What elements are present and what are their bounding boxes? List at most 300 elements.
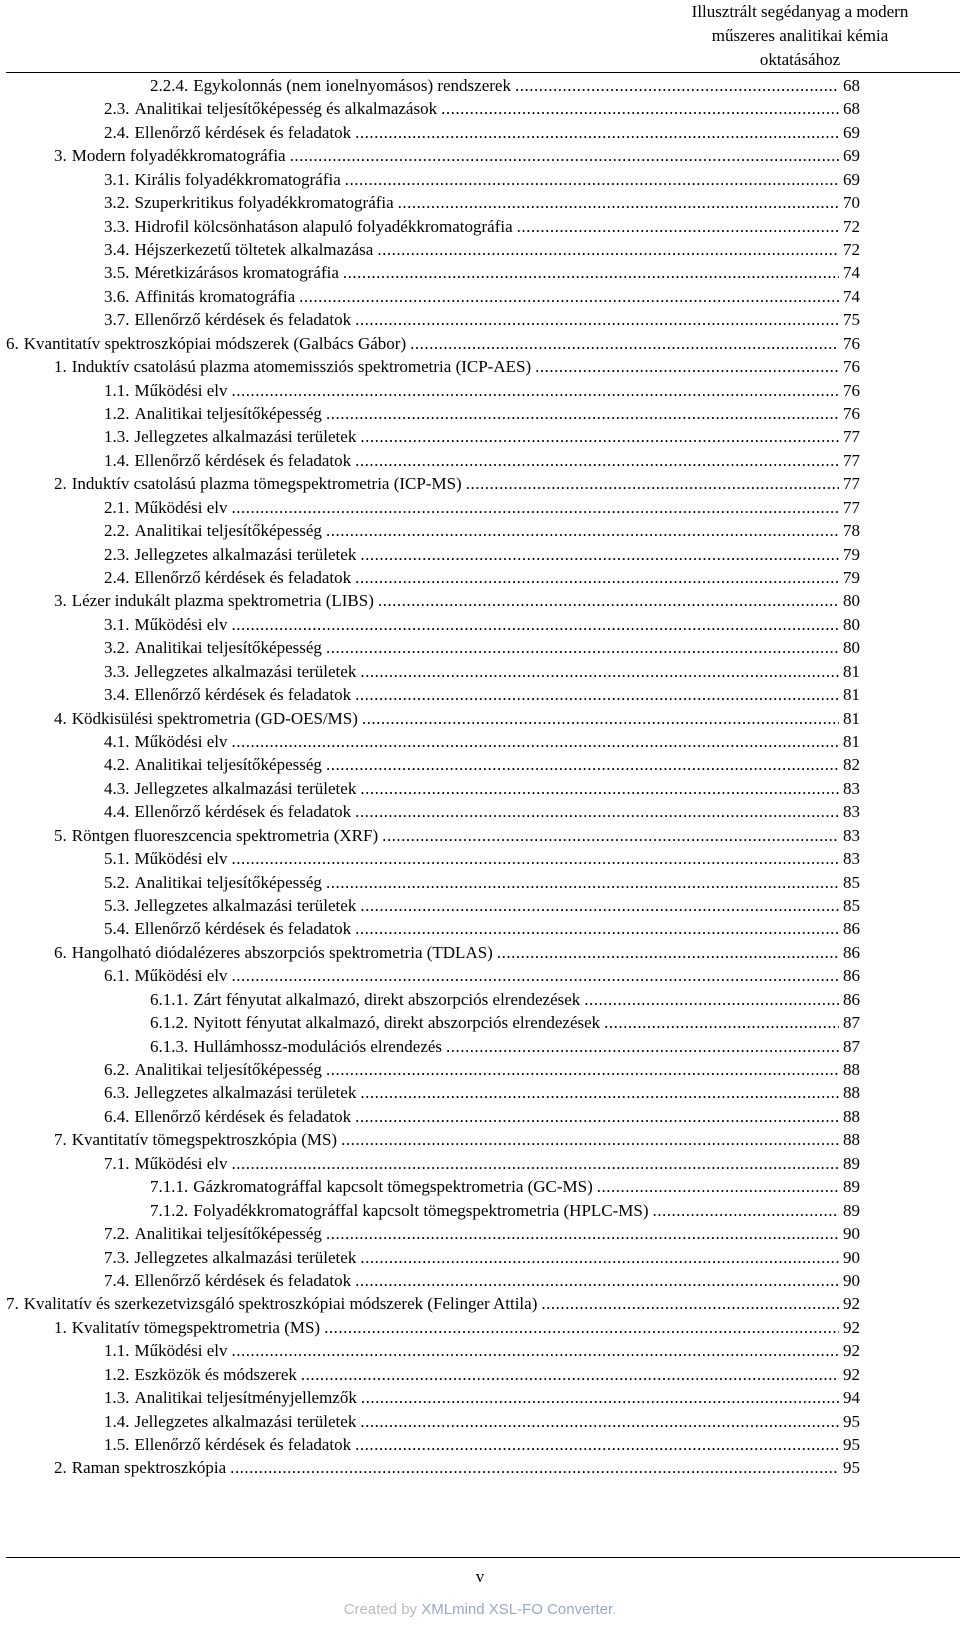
toc-entry-title: Affinitás kromatográfia	[134, 286, 296, 306]
toc-entry-page: 79	[843, 568, 860, 588]
toc-entry-page: 88	[843, 1060, 860, 1080]
toc-entry-title: Röntgen fluoreszcencia spektrometria (XRF)	[71, 825, 379, 845]
toc-entry-number: 1.	[54, 1317, 67, 1337]
toc-entry-page: 86	[843, 989, 860, 1009]
toc-entry-page: 81	[843, 661, 860, 681]
header-line: oktatásához	[759, 50, 841, 69]
toc-entry-title: Analitikai teljesítőképesség	[134, 755, 322, 775]
toc-dot-leader	[446, 1035, 839, 1059]
toc-entry-title: Analitikai teljesítőképesség	[134, 1060, 322, 1080]
toc-dot-leader	[232, 964, 839, 988]
toc-entry-title: Működési elv	[134, 732, 228, 752]
toc-entry[interactable]	[54, 1456, 860, 1480]
toc-entry-title: Ellenőrző kérdések és feladatok	[134, 122, 352, 142]
toc-entry-page: 95	[843, 1458, 860, 1478]
page-number: v	[475, 1567, 485, 1586]
toc-entry-number: 1.1.	[104, 380, 130, 400]
credit-brand-link[interactable]: XMLmind XSL-FO Converter	[421, 1601, 613, 1618]
toc-entry-page: 69	[843, 122, 860, 142]
toc-entry-number: 1.1.	[104, 1341, 130, 1361]
toc-entry[interactable]	[150, 1035, 860, 1059]
toc-entry[interactable]	[104, 543, 860, 567]
toc-dot-leader	[355, 1269, 839, 1293]
toc-entry-number: 4.4.	[104, 802, 130, 822]
toc-entry[interactable]	[104, 800, 860, 824]
toc-dot-leader	[326, 402, 839, 426]
toc-dot-leader	[360, 1410, 839, 1434]
toc-entry[interactable]	[104, 777, 860, 801]
toc-dot-leader	[355, 566, 839, 590]
toc-entry-title: Kvalitatív és szerkezetvizsgáló spektroszkópiai módszerek (Felinger Attila)	[23, 1294, 538, 1314]
toc-entry-title: Lézer indukált plazma spektrometria (LIBS)	[71, 591, 374, 611]
toc-dot-leader	[441, 97, 839, 121]
toc-entry[interactable]	[54, 1316, 860, 1340]
toc-entry-title: Analitikai teljesítőképesség	[134, 872, 322, 892]
toc-entry-title: Nyitott fényutat alkalmazó, direkt abszorpciós elrendezések	[193, 1013, 601, 1033]
toc-entry[interactable]	[104, 519, 860, 543]
toc-entry-page: 72	[843, 216, 860, 236]
toc-dot-leader	[355, 1433, 839, 1457]
toc-entry[interactable]	[104, 1152, 860, 1176]
toc-entry-page: 76	[843, 357, 860, 377]
toc-entry-page: 83	[843, 849, 860, 869]
toc-entry-page: 76	[843, 380, 860, 400]
toc-dot-leader	[232, 847, 839, 871]
toc-entry-page: 80	[843, 614, 860, 634]
toc-entry-number: 4.2.	[104, 755, 130, 775]
toc-dot-leader	[604, 1011, 839, 1035]
toc-entry-page: 68	[843, 76, 860, 95]
toc-dot-leader	[584, 988, 839, 1012]
toc-entry-number: 6.3.	[104, 1083, 130, 1103]
toc-entry-title: Jellegzetes alkalmazási területek	[134, 1083, 357, 1103]
toc-entry-number: 5.1.	[104, 849, 130, 869]
toc-entry-title: Működési elv	[134, 1153, 228, 1173]
toc-entry-page: 77	[843, 450, 860, 470]
toc-entry-title: Zárt fényutat alkalmazó, direkt abszorpciós elrendezések	[193, 989, 581, 1009]
toc-entry-page: 72	[843, 240, 860, 259]
toc-entry-page: 82	[843, 755, 860, 775]
toc-entry-page: 83	[843, 825, 860, 845]
toc-entry[interactable]	[104, 847, 860, 871]
toc-dot-leader	[326, 1222, 839, 1246]
toc-entry-number: 3.2.	[104, 638, 130, 658]
toc-entry-title: Egykolonnás (nem ionelnyomásos) rendszerek	[193, 76, 511, 95]
toc-entry-title: Kvantitatív spektroszkópiai módszerek (Galbács Gábor)	[23, 333, 407, 353]
toc-entry-number: 5.	[54, 825, 67, 845]
toc-entry-number: 2.1.	[104, 497, 130, 517]
toc-entry-number: 1.4.	[104, 1411, 130, 1431]
toc-entry-page: 88	[843, 1083, 860, 1103]
toc-entry-title: Szuperkritikus folyadékkromatográfia	[134, 193, 394, 213]
toc-dot-leader	[345, 168, 839, 192]
toc-entry-page: 94	[843, 1388, 860, 1408]
toc-entry-number: 4.1.	[104, 732, 130, 752]
toc-dot-leader	[232, 496, 839, 520]
toc-entry-number: 1.5.	[104, 1434, 130, 1454]
toc-entry[interactable]	[150, 1199, 860, 1223]
toc-entry[interactable]	[104, 1433, 860, 1457]
toc-entry[interactable]	[104, 1058, 860, 1082]
toc-entry-page: 85	[843, 872, 860, 892]
toc-entry[interactable]	[104, 683, 860, 707]
toc-entry-number: 6.	[6, 333, 19, 353]
toc-entry-title: Ellenőrző kérdések és feladatok	[134, 1106, 352, 1126]
toc-entry[interactable]	[104, 1386, 860, 1410]
toc-entry-title: Analitikai teljesítményjellemzők	[134, 1388, 357, 1408]
toc-entry-number: 6.1.	[104, 966, 130, 986]
toc-entry-title: Modern folyadékkromatográfia	[71, 146, 286, 166]
toc-entry-page: 90	[843, 1224, 860, 1244]
toc-entry-page: 89	[843, 1177, 860, 1197]
toc-dot-leader	[355, 449, 839, 473]
toc-entry-number: 5.4.	[104, 919, 130, 939]
toc-entry-title: Hullámhossz-modulációs elrendezés	[193, 1036, 443, 1056]
toc-entry[interactable]	[104, 402, 860, 426]
toc-entry[interactable]	[104, 613, 860, 637]
toc-dot-leader	[326, 519, 839, 543]
toc-entry-title: Ellenőrző kérdések és feladatok	[134, 310, 352, 330]
toc-dot-leader	[517, 215, 839, 239]
toc-entry-title: Jellegzetes alkalmazási területek	[134, 544, 357, 564]
toc-entry[interactable]	[104, 917, 860, 941]
toc-entry[interactable]	[104, 566, 860, 590]
toc-entry-title: Ellenőrző kérdések és feladatok	[134, 685, 352, 705]
toc-entry-page: 92	[843, 1294, 860, 1314]
toc-entry[interactable]	[104, 285, 860, 309]
toc-entry[interactable]	[104, 168, 860, 192]
toc-dot-leader	[360, 543, 839, 567]
toc-entry[interactable]	[104, 1410, 860, 1434]
toc-entry-title: Héjszerkezetű töltetek alkalmazása	[134, 240, 374, 259]
toc-entry-number: 2.4.	[104, 568, 130, 588]
toc-entry[interactable]	[54, 1128, 860, 1152]
toc-dot-leader	[232, 730, 839, 754]
toc-dot-leader	[355, 917, 839, 941]
toc-dot-leader	[232, 379, 839, 403]
toc-entry[interactable]	[104, 97, 860, 121]
toc-entry-number: 6.4.	[104, 1106, 130, 1126]
toc-entry[interactable]	[104, 730, 860, 754]
header-rule	[6, 72, 960, 73]
toc-dot-leader	[360, 894, 839, 918]
toc-dot-leader	[341, 1128, 839, 1152]
toc-entry-page: 78	[843, 521, 860, 541]
toc-entry-page: 76	[843, 404, 860, 424]
toc-entry-page: 92	[843, 1341, 860, 1361]
toc-entry-number: 2.2.4.	[150, 76, 189, 95]
toc-entry[interactable]	[104, 1105, 860, 1129]
toc-dot-leader	[497, 941, 839, 965]
toc-entry-page: 80	[843, 591, 860, 611]
toc-entry-title: Hangolható diódalézeres abszorpciós spektrometria (TDLAS)	[71, 942, 493, 962]
toc-entry-page: 75	[843, 310, 860, 330]
toc-entry-page: 90	[843, 1247, 860, 1267]
toc-entry-number: 7.	[6, 1294, 19, 1314]
toc-entry-page: 69	[843, 146, 860, 166]
toc-entry-title: Gázkromatográffal kapcsolt tömegspektrometria (GC-MS)	[193, 1177, 593, 1197]
toc-dot-leader	[290, 144, 839, 168]
toc-entry[interactable]	[104, 871, 860, 895]
toc-entry-number: 6.1.2.	[150, 1013, 189, 1033]
toc-entry-number: 2.2.	[104, 521, 130, 541]
toc-entry-number: 3.5.	[104, 263, 130, 283]
toc-entry-page: 89	[843, 1200, 860, 1220]
toc-entry-page: 77	[843, 427, 860, 447]
toc-dot-leader	[232, 1339, 839, 1363]
toc-entry[interactable]	[104, 496, 860, 520]
toc-dot-leader	[355, 683, 839, 707]
toc-entry[interactable]	[104, 636, 860, 660]
toc-entry[interactable]	[104, 449, 860, 473]
toc-dot-leader	[324, 1316, 839, 1340]
toc-entry-page: 74	[843, 286, 860, 306]
toc-entry[interactable]	[6, 1292, 860, 1316]
toc-entry-page: 76	[843, 333, 860, 353]
toc-dot-leader	[343, 261, 839, 285]
toc-dot-leader	[355, 308, 839, 332]
toc-entry[interactable]	[54, 941, 860, 965]
toc-entry[interactable]	[104, 308, 860, 332]
toc-entry-title: Induktív csatolású plazma atomemissziós spektrometria (ICP-AES)	[71, 357, 532, 377]
toc-entry[interactable]	[54, 472, 860, 496]
toc-entry-page: 88	[843, 1106, 860, 1126]
credit-prefix: Created by	[343, 1601, 422, 1618]
toc-entry-page: 92	[843, 1317, 860, 1337]
toc-entry-page: 68	[843, 99, 860, 119]
toc-entry[interactable]	[104, 1339, 860, 1363]
toc-dot-leader	[378, 589, 839, 613]
toc-dot-leader	[232, 613, 839, 637]
toc-entry[interactable]	[104, 894, 860, 918]
toc-entry-number: 7.3.	[104, 1247, 130, 1267]
toc-entry[interactable]	[104, 121, 860, 145]
toc-entry-number: 1.2.	[104, 1364, 130, 1384]
toc-entry-page: 81	[843, 685, 860, 705]
toc-entry-number: 7.4.	[104, 1270, 130, 1290]
toc-entry-page: 86	[843, 919, 860, 939]
toc-entry-number: 2.	[54, 1458, 67, 1478]
toc-entry-title: Hidrofil kölcsönhatáson alapuló folyadékkromatográfia	[134, 216, 513, 236]
toc-dot-leader	[377, 238, 839, 262]
toc-entry-title: Ellenőrző kérdések és feladatok	[134, 1434, 352, 1454]
toc-entry-title: Jellegzetes alkalmazási területek	[134, 896, 357, 916]
toc-entry-page: 77	[843, 474, 860, 494]
toc-entry-title: Ködkisülési spektrometria (GD-OES/MS)	[71, 708, 358, 728]
toc-entry[interactable]	[104, 1269, 860, 1293]
toc-entry-number: 7.1.1.	[150, 1177, 189, 1197]
toc-entry[interactable]	[104, 191, 860, 215]
toc-entry[interactable]	[6, 332, 860, 356]
toc-entry[interactable]	[150, 1011, 860, 1035]
toc-entry[interactable]	[104, 1246, 860, 1270]
toc-entry-number: 3.4.	[104, 240, 130, 259]
toc-entry-page: 69	[843, 169, 860, 189]
toc-entry-title: Ellenőrző kérdések és feladatok	[134, 568, 352, 588]
toc-entry-number: 7.	[54, 1130, 67, 1150]
toc-dot-leader	[232, 1152, 839, 1176]
toc-entry-number: 7.1.	[104, 1153, 130, 1173]
toc-entry-page: 92	[843, 1364, 860, 1384]
toc-entry-number: 4.	[54, 708, 67, 728]
toc-entry-title: Raman spektroszkópia	[71, 1458, 227, 1478]
toc-entry-title: Jellegzetes alkalmazási területek	[134, 1411, 357, 1431]
toc-entry-number: 4.3.	[104, 778, 130, 798]
toc-entry-page: 83	[843, 802, 860, 822]
header-line: műszeres analitikai kémia	[711, 26, 889, 45]
toc-dot-leader	[326, 636, 839, 660]
toc-entry-title: Ellenőrző kérdések és feladatok	[134, 1270, 352, 1290]
toc-entry-page: 70	[843, 193, 860, 213]
toc-dot-leader	[360, 1081, 839, 1105]
toc-dot-leader	[360, 660, 839, 684]
toc-entry[interactable]	[104, 261, 860, 285]
toc-entry[interactable]	[150, 988, 860, 1012]
toc-entry-page: 87	[843, 1013, 860, 1033]
toc-entry-title: Működési elv	[134, 966, 228, 986]
toc-entry-title: Működési elv	[134, 1341, 228, 1361]
toc-dot-leader	[398, 191, 839, 215]
toc-entry-title: Jellegzetes alkalmazási területek	[134, 778, 357, 798]
toc-entry-page: 81	[843, 708, 860, 728]
toc-entry-page: 83	[843, 778, 860, 798]
toc-entry[interactable]	[104, 1222, 860, 1246]
toc-dot-leader	[535, 355, 839, 379]
toc-entry-page: 86	[843, 942, 860, 962]
toc-entry-title: Jellegzetes alkalmazási területek	[134, 661, 357, 681]
toc-entry[interactable]	[104, 1363, 860, 1387]
toc-entry-number: 3.3.	[104, 661, 130, 681]
toc-entry-title: Működési elv	[134, 497, 228, 517]
toc-entry-page: 86	[843, 966, 860, 986]
toc-dot-leader	[541, 1292, 839, 1316]
toc-entry-page: 80	[843, 638, 860, 658]
toc-entry-number: 1.3.	[104, 427, 130, 447]
toc-entry-title: Királis folyadékkromatográfia	[134, 169, 341, 189]
toc-entry-title: Eszközök és módszerek	[134, 1364, 297, 1384]
toc-entry-title: Működési elv	[134, 614, 228, 634]
toc-entry-page: 74	[843, 263, 860, 283]
toc-entry[interactable]	[104, 238, 860, 262]
toc-entry[interactable]	[54, 707, 860, 731]
toc-entry-number: 1.2.	[104, 404, 130, 424]
toc-dot-leader	[360, 425, 839, 449]
toc-entry[interactable]	[104, 425, 860, 449]
header-line: Illusztrált segédanyag a modern	[691, 2, 909, 21]
toc-dot-leader	[466, 472, 839, 496]
toc-entry-title: Folyadékkromatográffal kapcsolt tömegspektrometria (HPLC-MS)	[193, 1200, 649, 1220]
toc-entry[interactable]	[54, 824, 860, 848]
toc-entry[interactable]	[150, 74, 860, 98]
toc-dot-leader	[299, 285, 839, 309]
toc-dot-leader	[301, 1363, 839, 1387]
toc-entry-number: 5.2.	[104, 872, 130, 892]
toc-entry-number: 3.	[54, 146, 67, 166]
toc-dot-leader	[326, 871, 839, 895]
toc-entry-number: 2.	[54, 474, 67, 494]
toc-entry-title: Méretkizárásos kromatográfia	[134, 263, 339, 283]
toc-entry-title: Ellenőrző kérdések és feladatok	[134, 919, 352, 939]
toc-dot-leader	[362, 707, 839, 731]
toc-dot-leader	[360, 1246, 839, 1270]
toc-entry-number: 1.4.	[104, 450, 130, 470]
toc-entry-page: 85	[843, 896, 860, 916]
toc-entry-title: Analitikai teljesítőképesség	[134, 638, 322, 658]
toc-entry[interactable]	[54, 355, 860, 379]
running-header	[640, 0, 960, 72]
footer-rule	[6, 1557, 960, 1558]
toc-entry-page: 79	[843, 544, 860, 564]
toc-entry-number: 2.3.	[104, 99, 130, 119]
toc-entry-title: Működési elv	[134, 849, 228, 869]
toc-entry-page: 90	[843, 1270, 860, 1290]
toc-entry[interactable]	[104, 753, 860, 777]
toc-entry-number: 3.6.	[104, 286, 130, 306]
toc-entry-number: 6.	[54, 942, 67, 962]
toc-entry-number: 3.2.	[104, 193, 130, 213]
toc-entry[interactable]	[150, 1175, 860, 1199]
toc-entry-number: 2.4.	[104, 122, 130, 142]
toc-entry[interactable]	[54, 144, 860, 168]
toc-entry-title: Analitikai teljesítőképesség	[134, 404, 322, 424]
toc-dot-leader	[355, 800, 839, 824]
toc-dot-leader	[515, 74, 839, 98]
toc-entry[interactable]	[104, 379, 860, 403]
toc-entry-number: 1.	[54, 357, 67, 377]
toc-dot-leader	[597, 1175, 839, 1199]
toc-entry-page: 81	[843, 732, 860, 752]
toc-dot-leader	[326, 753, 839, 777]
toc-entry[interactable]	[104, 964, 860, 988]
toc-entry-title: Ellenőrző kérdések és feladatok	[134, 802, 352, 822]
toc-dot-leader	[360, 777, 839, 801]
toc-entry-number: 3.4.	[104, 685, 130, 705]
toc-entry-title: Kvalitatív tömegspektrometria (MS)	[71, 1317, 321, 1337]
toc-entry-number: 6.1.1.	[150, 989, 189, 1009]
toc-entry[interactable]	[104, 215, 860, 239]
toc-entry-title: Jellegzetes alkalmazási területek	[134, 427, 357, 447]
toc-dot-leader	[355, 121, 839, 145]
toc-entry-page: 87	[843, 1036, 860, 1056]
toc-entry[interactable]	[104, 660, 860, 684]
toc-entry-number: 5.3.	[104, 896, 130, 916]
toc-entry-number: 7.2.	[104, 1224, 130, 1244]
credit-suffix: .	[612, 1601, 617, 1618]
toc-entry-number: 7.1.2.	[150, 1200, 189, 1220]
toc-entry-number: 6.2.	[104, 1060, 130, 1080]
toc-entry-page: 77	[843, 497, 860, 517]
toc-entry-title: Működési elv	[134, 380, 228, 400]
toc-dot-leader	[653, 1199, 839, 1223]
toc-entry-number: 3.	[54, 591, 67, 611]
toc-dot-leader	[355, 1105, 839, 1129]
toc-dot-leader	[410, 332, 839, 356]
toc-entry-page: 95	[843, 1411, 860, 1431]
toc-entry-title: Analitikai teljesítőképesség	[134, 1224, 322, 1244]
toc-entry-page: 88	[843, 1130, 860, 1150]
toc-entry-title: Jellegzetes alkalmazási területek	[134, 1247, 357, 1267]
toc-entry-title: Analitikai teljesítőképesség	[134, 521, 322, 541]
toc-entry[interactable]	[54, 589, 860, 613]
toc-entry-title: Ellenőrző kérdések és feladatok	[134, 450, 352, 470]
toc-entry-number: 3.1.	[104, 614, 130, 634]
toc-entry-number: 3.7.	[104, 310, 130, 330]
toc-entry-number: 6.1.3.	[150, 1036, 189, 1056]
toc-entry-number: 2.3.	[104, 544, 130, 564]
toc-entry-page: 95	[843, 1434, 860, 1454]
toc-entry-title: Analitikai teljesítőképesség és alkalmazások	[134, 99, 438, 119]
toc-entry[interactable]	[104, 1081, 860, 1105]
